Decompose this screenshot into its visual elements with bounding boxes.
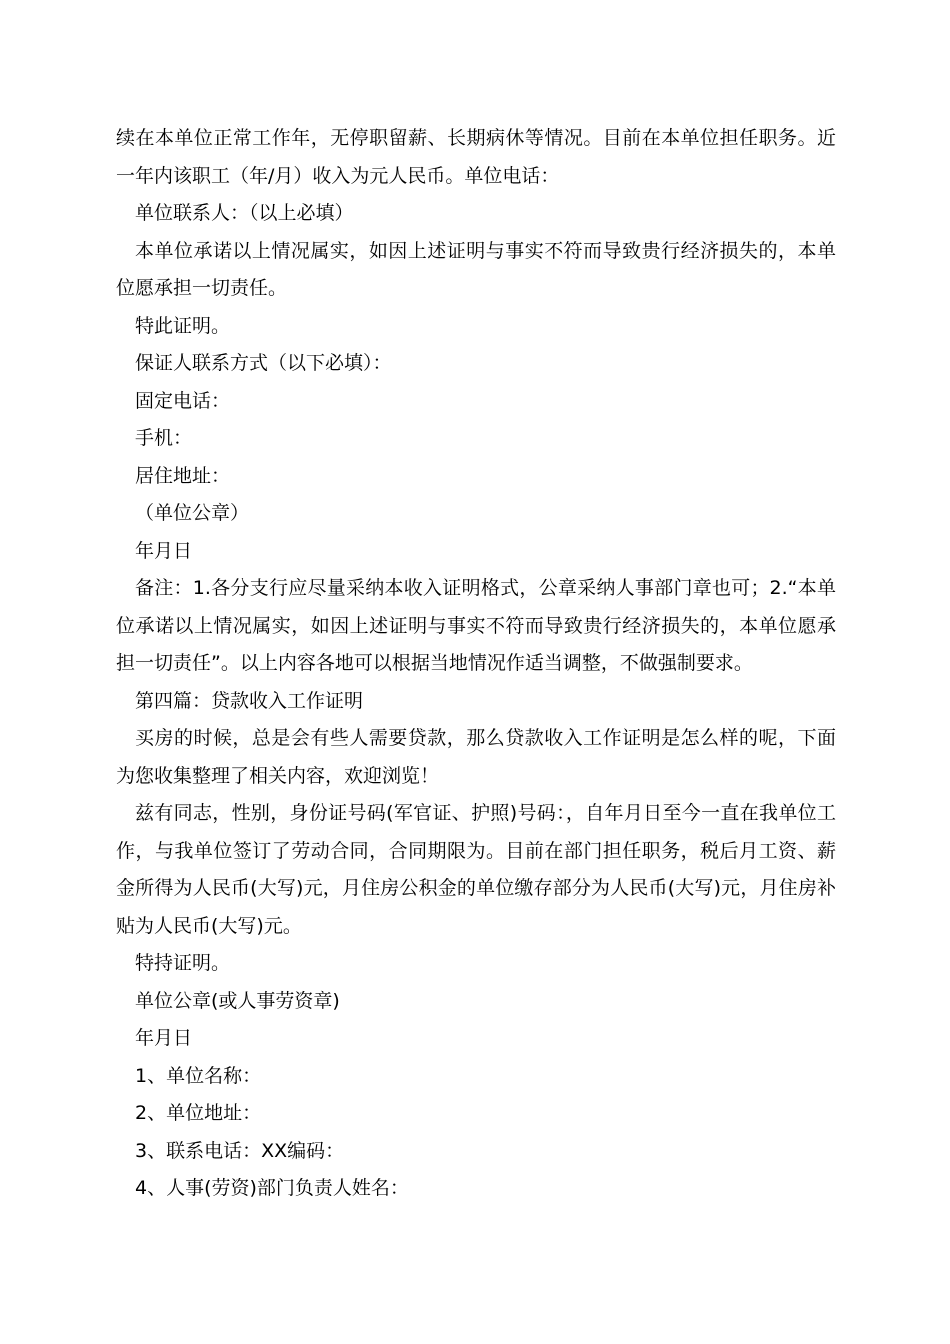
paragraph-mobile: 手机： xyxy=(135,427,193,449)
paragraph-intro: 买房的时候，总是会有些人需要贷款，那么贷款收入工作证明是怎么样的呢，下面为您收集整理了相关内容，欢迎浏览！ xyxy=(116,727,836,787)
paragraph-remarks: 备注：1.各分支行应尽量采纳本收入证明格式，公章采纳人事部门章也可；2.“本单位承诺以上情况属实，如因上述证明与事实不符而导致贵行经济损失的，本单位愿承担一切责任”。以上内容各地可以根据当地情况作适当调整，不做强制要求。 xyxy=(116,577,836,674)
paragraph-date: 年月日 xyxy=(135,539,193,562)
paragraph-unit-commitment: 本单位承诺以上情况属实，如因上述证明与事实不符而导致贵行经济损失的，本单位愿承担一切责任。 xyxy=(116,239,836,299)
paragraph-guarantor-contact: 保证人联系方式（以下必填）： xyxy=(135,352,392,374)
paragraph-employment-continuation: 续在本单位正常工作年，无停职留薪、长期病休等情况。目前在本单位担任职务。近一年内该职工（年/月）收入为元人民币。单位电话： xyxy=(116,127,836,187)
paragraph-special-certify: 特持证明。 xyxy=(135,952,231,974)
list-item-unit-address: 2、单位地址： xyxy=(135,1102,262,1124)
section-heading-part-four: 第四篇：贷款收入工作证明 xyxy=(135,689,364,712)
paragraph-employment-certificate: 兹有同志，性别，身份证号码(军官证、护照)号码：，自年月日至今一直在我单位工作，与我单位签订了劳动合同，合同期限为。目前在部门担任职务，税后月工资、薪金所得为人民币(大写)元，月住房公积金的单位缴存部分为人民币(大写)元，月住房补贴为人民币(大写)元。 xyxy=(116,802,836,937)
list-item-hr-head-name: 4、人事(劳资)部门负责人姓名： xyxy=(135,1177,409,1199)
paragraph-residential-address: 居住地址： xyxy=(135,464,231,487)
paragraph-unit-contact: 单位联系人：（以上必填） xyxy=(135,202,354,224)
paragraph-date-2: 年月日 xyxy=(135,1027,193,1049)
paragraph-landline: 固定电话： xyxy=(135,389,231,412)
paragraph-hereby-certify: 特此证明。 xyxy=(135,314,231,337)
paragraph-unit-seal-hr: 单位公章(或人事劳资章) xyxy=(135,989,340,1012)
paragraph-unit-seal: （单位公章） xyxy=(135,502,250,524)
list-item-unit-name: 1、单位名称： xyxy=(135,1064,262,1087)
list-item-contact-phone: 3、联系电话：XX编码： xyxy=(135,1139,345,1162)
document-body xyxy=(116,120,836,1208)
